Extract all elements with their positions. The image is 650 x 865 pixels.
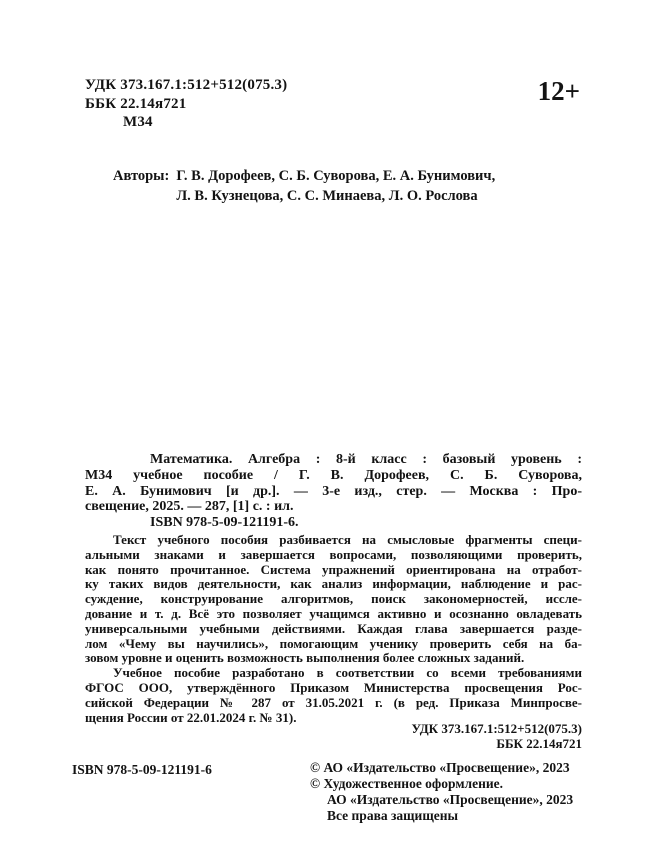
- bib-line: Математика. Алгебра : 8-й класс : базовый уровень :: [150, 452, 582, 467]
- annotation-line: как понято прочитанное. Система упражнений ориентирована на отработ-: [85, 561, 582, 577]
- copyright-line: АО «Издательство «Просвещение», 2023: [327, 792, 574, 807]
- authors-label: Авторы:: [113, 168, 170, 184]
- annotation-line: суждение, конструирование алгоритмов, поиск закономерностей, иссле-: [85, 591, 582, 607]
- annotation-line: дование и т. д. Всё это позволяет учащимся активно и осознанно овладевать: [85, 605, 582, 621]
- authors-line: Г. В. Дорофеев, С. Б. Суворова, Е. А. Бунимович,: [176, 168, 496, 184]
- annotation-line: универсальными учебными действиями. Каждая глава завершается разде-: [85, 620, 582, 636]
- bibliographic-entry: [85, 452, 582, 531]
- bbk-code-bottom: ББК 22.14я721: [496, 735, 582, 751]
- isbn-number: ISBN 978-5-09-121191-6: [72, 762, 212, 777]
- age-rating-badge: 12+: [537, 76, 580, 106]
- annotation-line: альными знаками и завершается вопросами, позволяющими проверить,: [85, 546, 582, 562]
- bib-line: свещение, 2025. — 287, [1] с. : ил.: [85, 499, 294, 515]
- udk-code-bottom: УДК 373.167.1:512+512(075.3): [411, 721, 582, 736]
- annotation-line: Учебное пособие разработано в соответствии со всеми требованиями: [113, 665, 582, 681]
- annotation-line: щения России от 22.01.2024 г. № 31).: [85, 709, 297, 725]
- top-codes-block: [85, 76, 287, 132]
- copyright-line: © Художественное оформление.: [310, 776, 504, 791]
- copyright-block: [310, 760, 573, 824]
- authors-line: Л. В. Кузнецова, С. С. Минаева, Л. О. Рослова: [176, 188, 478, 204]
- authors-names: [176, 166, 495, 206]
- annotation-line: зовом уровне и оценить возможность выполнения более сложных заданий.: [85, 650, 525, 666]
- bib-isbn-line: ISBN 978-5-09-121191-6.: [150, 515, 299, 531]
- annotation-line: Текст учебного пособия разбивается на смысловые фрагменты специ-: [113, 532, 582, 547]
- copyright-line: Все права защищены: [327, 808, 459, 823]
- catalog-code: М34: [123, 114, 153, 130]
- annotation-line: ку таких видов деятельности, как анализ информации, наблюдение и рас-: [85, 576, 582, 592]
- bottom-codes-block: [85, 722, 582, 752]
- bib-line: М34 учебное пособие / Г. В. Дорофеев, С. Б. Суворова,: [85, 467, 582, 483]
- annotation-line: ФГОС ООО, утверждённого Приказом Министерства просвещения Рос-: [85, 679, 582, 695]
- udk-code: УДК 373.167.1:512+512(075.3): [85, 77, 288, 93]
- bbk-code: ББК 22.14я721: [85, 95, 187, 112]
- authors-block: [113, 166, 495, 206]
- copyright-line: © АО «Издательство «Просвещение», 2023: [310, 760, 570, 775]
- annotation-line: лом «Чему вы научились», помогающим ученику проверить себя на ба-: [85, 635, 582, 651]
- annotation-line: сийской Федерации № 287 от 31.05.2021 г. (в ред. Приказа Минпросве-: [85, 694, 582, 710]
- annotation-block: [85, 533, 582, 725]
- bib-line: Е. А. Бунимович [и др.]. — 3-е изд., стер. — Москва : Про-: [85, 483, 582, 499]
